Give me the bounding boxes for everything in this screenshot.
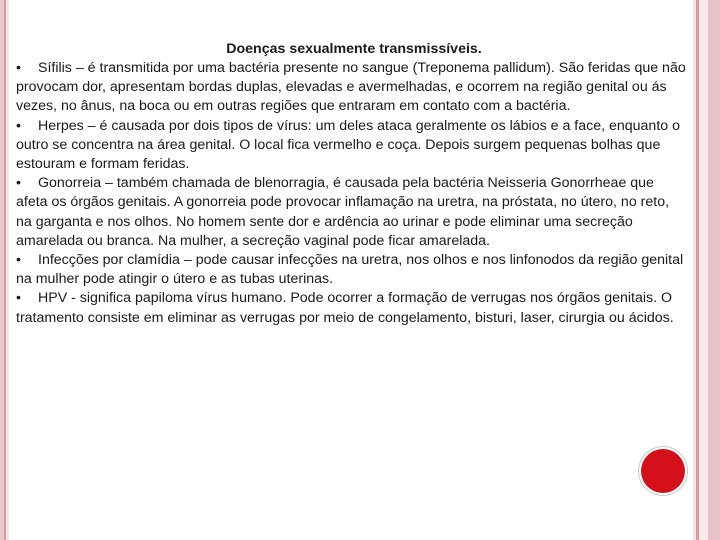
list-item-text: Sífilis – é transmitida por uma bactéria presente no sangue (Treponema pallidum). São feridas que não provocam dor, apresentam bordas duplas, elevadas e avermelhadas, e ocorrem na região genital ou ás vezes, no ânus, na boca ou em outras regiões que entraram em contato com a bactéria. (16, 60, 686, 115)
list-item-gonorreia (16, 174, 688, 251)
list-item-herpes (16, 117, 688, 175)
list-item-sifilis (16, 59, 688, 117)
bullet: • (16, 60, 21, 76)
bullet: • (16, 117, 21, 134)
right-border-stripe (708, 0, 720, 540)
right-border-band (699, 0, 708, 540)
bullet: • (16, 175, 21, 192)
list-item-text: Herpes – é causada por dois tipos de vírus: um deles ataca geralmente os lábios e a face, enquanto o outro se concentra na área genital. O local fica vermelho e coça. Depois surgem pequenas bolhas que estouram e formam feridas. (16, 117, 680, 173)
list-item-text: HPV - significa papiloma vírus humano. Pode ocorrer a formação de verrugas nos órgãos genitais. O tratamento consiste em eliminar as verrugas por meio de congelamento, bisturi, laser, cirurgia ou ácidos. (16, 290, 674, 326)
list-item-text: Gonorreia – também chamada de blenorragia, é causada pela bactéria Neisseria Gonorrheae que afeta os órgãos genitais. A gonorreia pode provocar inflamação na uretra, na próstata, no útero, no reto, na garganta e nos olhos. No homem sente dor e ardência ao urinar e pode eliminar uma secreção amarelada ou branca. Na mulher, a secreção vaginal pode ficar amarelada. (16, 175, 670, 249)
slide-title: Doenças sexualmente transmissíveis. (226, 41, 482, 57)
bullet: • (16, 290, 21, 307)
list-item-text: Infecções por clamídia – pode causar infecções na uretra, nos olhos e nos linfonodos da região genital na mulher pode atingir o útero e as tubas uterinas. (16, 252, 684, 288)
list-item-clamidia (16, 251, 688, 289)
left-border-inner (6, 0, 9, 540)
bullet: • (16, 252, 21, 269)
red-circle-decoration (641, 449, 685, 493)
list-item-hpv (16, 289, 688, 327)
slide-content (16, 40, 688, 328)
